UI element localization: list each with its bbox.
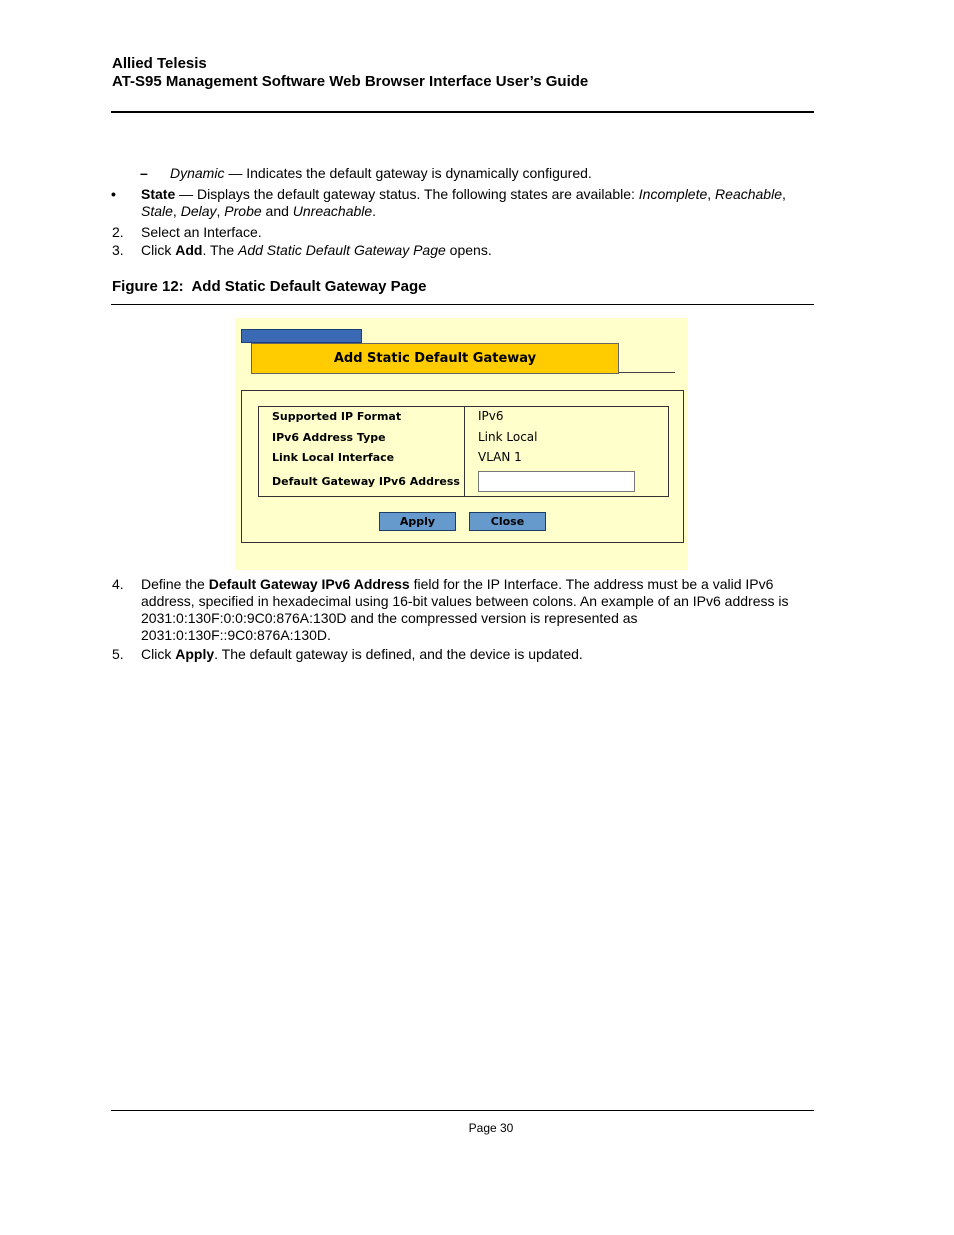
company-name: Allied Telesis [112,55,207,72]
default-gateway-ipv6-address-input[interactable] [478,471,635,492]
link-local-interface-label: Link Local Interface [272,451,395,464]
step-2-number: 2. [112,224,124,240]
step-4-number: 4. [112,576,124,592]
title-tab-bar [241,329,362,343]
bullet-item-text: State — Displays the default gateway status. The following states are available: Incomplete, Reachable, Stale, Delay, Probe and Unreachable. [141,186,786,219]
header-rule [111,111,814,113]
default-gateway-ipv6-address-label: Default Gateway IPv6 Address [272,475,460,488]
link-local-interface-value: VLAN 1 [478,450,522,464]
step-5-text: Click Apply. The default gateway is defined, and the device is updated. [141,646,583,662]
dash-marker: – [140,165,148,181]
step-5-number: 5. [112,646,124,662]
figure-caption: Figure 12: Add Static Default Gateway Page [112,278,427,295]
step-3-number: 3. [112,242,124,258]
step-2-text: Select an Interface. [141,224,262,240]
ipv6-address-type-value: Link Local [478,430,538,444]
step-4-text: Define the Default Gateway IPv6 Address field for the IP Interface. The address must be a valid IPv6 address, specified in hexadecimal using 16-bit values between colons. An example of an IPv6 address is 2031:0:130F:0:0:9C0:876A:130D and the compressed version is represented as 2031:0:130F::9C0:876A:130D. [141,576,789,643]
close-button[interactable]: Close [469,512,546,531]
ipv6-address-type-label: IPv6 Address Type [272,431,386,444]
dialog-title: Add Static Default Gateway [251,343,619,374]
add-gateway-screenshot [235,318,688,570]
dash-item-text: Dynamic — Indicates the default gateway is dynamically configured. [170,165,592,181]
title-underline [619,372,675,373]
dash-term: Dynamic [170,165,225,181]
bullet-marker: • [111,186,116,202]
apply-button[interactable]: Apply [379,512,456,531]
column-divider [464,407,465,496]
form-container [241,390,684,543]
step-3-text: Click Add. The Add Static Default Gateway Page opens. [141,242,492,258]
supported-ip-format-value: IPv6 [478,409,504,423]
caption-rule [111,304,814,305]
supported-ip-format-label: Supported IP Format [272,410,402,423]
page-number: Page 30 [468,1121,514,1135]
footer-rule [111,1110,814,1111]
field-table [258,406,669,497]
guide-title: AT-S95 Management Software Web Browser Interface User’s Guide [112,73,589,90]
